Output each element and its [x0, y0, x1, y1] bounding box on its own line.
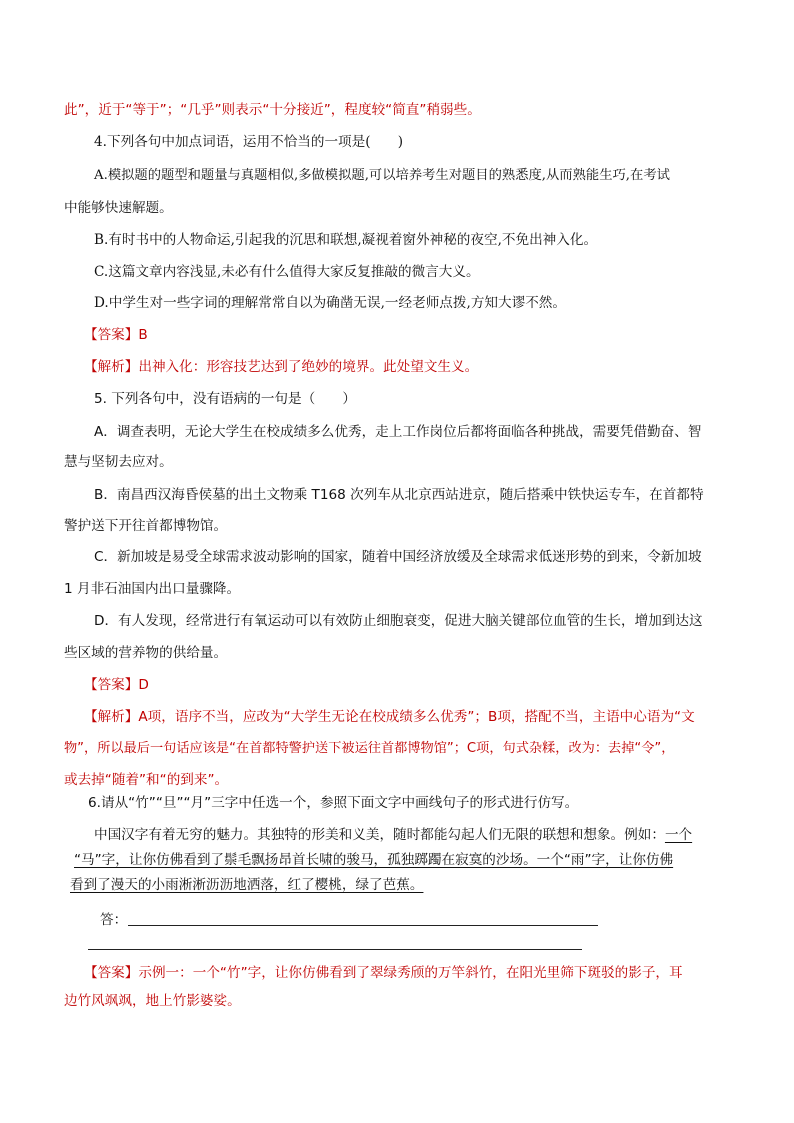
question-6-passage-line2: “马”字，让你仿佛看到了鬃毛飘扬昂首长啸的骏马，孤独踯躅在寂寞的沙场。一个“雨”字，让你仿佛 — [74, 852, 674, 868]
question-5-explanation-line1 — [84, 707, 695, 727]
passage-text: 中国汉字有着无穷的魅力。其独特的形美和义美，随时都能勾起人们无限的联想和想象。例如： — [94, 827, 665, 843]
answer-value: B — [138, 327, 148, 343]
question-6-answer-line1 — [84, 963, 683, 983]
explanation-text: A项，语序不当，应改为“大学生无论在校成绩多么优秀”；B项，搭配不当，主语中心语为“文 — [138, 709, 695, 725]
answer-text: 示例一：一个“竹”字，让你仿佛看到了翠绿秀颀的万竿斜竹，在阳光里筛下斑驳的影子，耳 — [138, 965, 683, 981]
previous-explanation-tail: 此”，近于“等于”；“几乎”则表示“十分接近”，程度较“简直”稍弱些。 — [64, 102, 481, 118]
question-4-answer — [84, 325, 148, 345]
explanation-text: 出神入化：形容技艺达到了绝妙的境界。此处望文生义。 — [138, 359, 479, 375]
answer-label: 【答案】 — [84, 677, 139, 693]
answer-line-1[interactable] — [128, 925, 598, 926]
question-5-option-b-line2: 警护送下开往首都博物馆。 — [64, 518, 228, 534]
question-4-option-a-line2: 中能够快速解题。 — [64, 200, 173, 216]
question-5-option-b-line1: B．南昌西汉海昏侯墓的出土文物乘 T168 次列车从北京西站进京，随后搭乘中铁快运专车，在首都特 — [94, 487, 704, 503]
question-5-option-a-line2: 慧与坚韧去应对。 — [64, 454, 173, 470]
answer-line-2[interactable] — [88, 949, 582, 950]
answer-prompt: 答： — [100, 912, 128, 928]
question-6-answer-line2: 边竹风飒飒，地上竹影婆娑。 — [64, 993, 241, 1009]
question-5-option-d-line1: D．有人发现，经常进行有氧运动可以有效防止细胞衰变，促进大脑关键部位血管的生长，增加到达这 — [94, 613, 703, 629]
question-5-option-a-line1: A．调查表明，无论大学生在校成绩多么优秀，走上工作岗位后都将面临各种挑战，需要凭借勤奋、智 — [94, 424, 702, 440]
answer-label: 【答案】 — [84, 965, 139, 981]
question-4-stem: 4.下列各句中加点词语，运用不恰当的一项是( ) — [94, 134, 404, 150]
question-5-option-c-line1: C．新加坡是易受全球需求波动影响的国家，随着中国经济放缓及全球需求低迷形势的到来，令新加坡 — [94, 549, 702, 565]
question-5-explanation-line2: 物”，所以最后一句话应该是“在首都特警护送下被运往首都博物馆”；C项，句式杂糅，改为：去掉“令”， — [64, 741, 675, 756]
question-6-passage-line3: 看到了漫天的小雨淅淅沥沥地洒落，红了樱桃，绿了芭蕉。 — [70, 877, 424, 893]
question-5-answer — [84, 675, 149, 695]
question-4-option-c: C.这篇文章内容浅显,未必有什么值得大家反复推敲的微言大义。 — [94, 264, 480, 280]
underlined-sentence-start: 一个 — [664, 827, 693, 843]
question-4-option-b: B.有时书中的人物命运,引起我的沉思和联想,凝视着窗外神秘的夜空,不免出神入化。 — [94, 232, 598, 248]
answer-value: D — [138, 677, 149, 693]
question-4-option-a-line1: A.模拟题的题型和题量与真题相似,多做模拟题,可以培养考生对题目的熟悉度,从而熟能生巧,在考试 — [94, 168, 670, 183]
question-4-option-d: D.中学生对一些字词的理解常常自以为确凿无误,一经老师点拨,方知大谬不然。 — [94, 295, 566, 311]
question-4-explanation — [84, 357, 478, 377]
explanation-label: 【解析】 — [84, 709, 139, 725]
question-5-option-d-line2: 些区域的营养物的供给量。 — [64, 645, 228, 661]
explanation-label: 【解析】 — [84, 359, 139, 375]
answer-label: 【答案】 — [84, 327, 139, 343]
question-6-stem: 6.请从“竹”“旦”“月”三字中任选一个，参照下面文字中画线句子的形式进行仿写。 — [88, 795, 579, 811]
question-5-explanation-line3: 或去掉“随着”和“的到来”。 — [64, 772, 229, 788]
question-5-stem: 5. 下列各句中，没有语病的一句是（ ） — [94, 391, 356, 407]
question-5-option-c-line2: 1 月非石油国内出口量骤降。 — [64, 581, 241, 597]
question-6-passage-line1 — [94, 825, 692, 845]
